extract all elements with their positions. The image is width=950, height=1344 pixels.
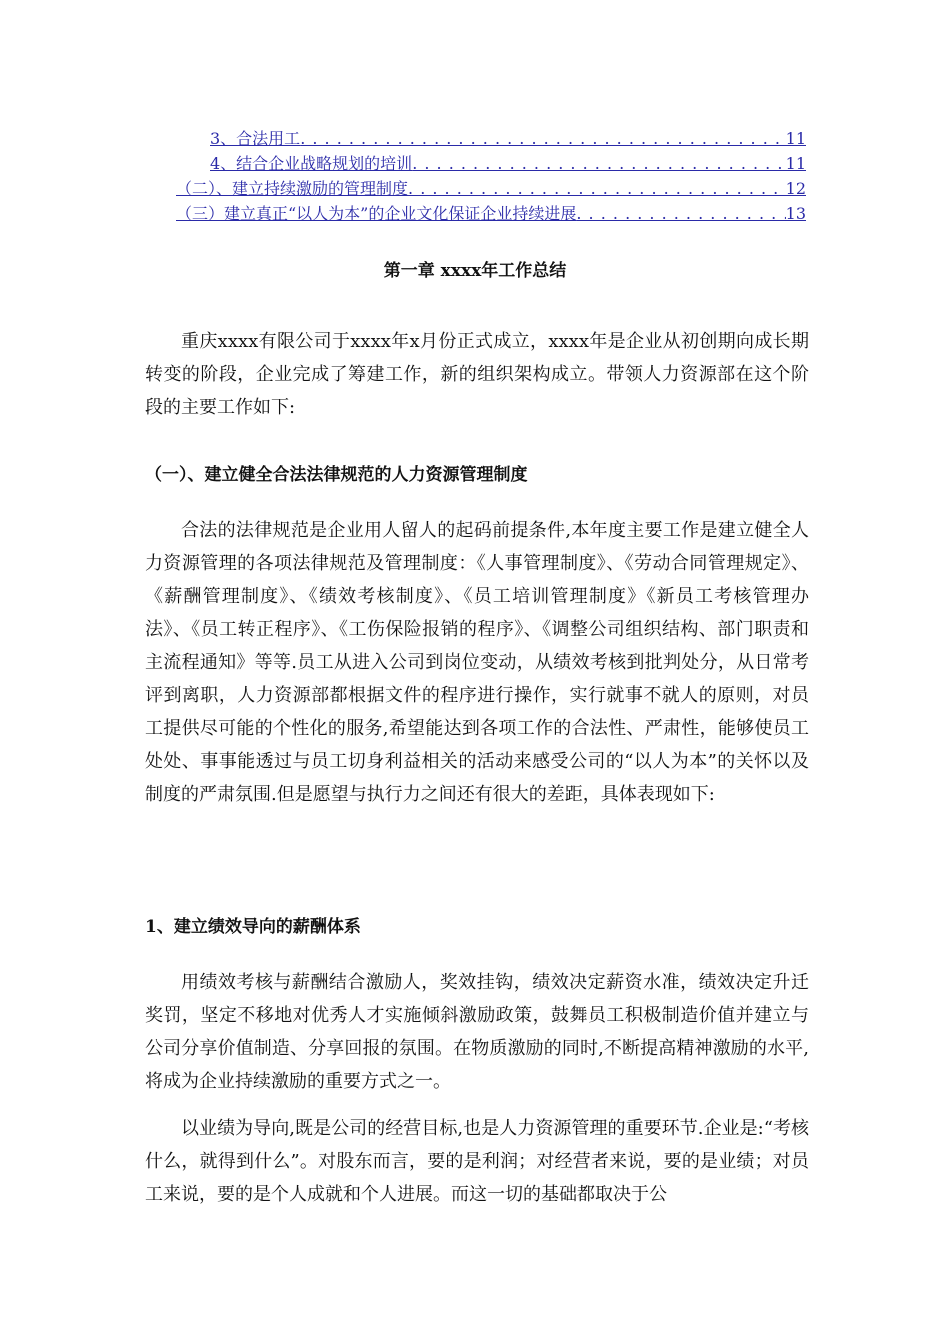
toc-entry-corporate-culture[interactable] [176,201,806,226]
subsection-body-paragraph-2: 以业绩为导向,既是公司的经营目标,也是人力资源管理的重要环节.企业是:“考核什么，就得到什么”。对股东而言，要的是利润；对经营者来说，要的是业绩；对员工来说，要的是个人成就和个人进展。而这一切的基础都取决于公 [145,1118,809,1205]
subsection-heading: 1、建立绩效导向的薪酬体系 [145,917,361,937]
toc-entry-title: 4、结合企业战略规划的培训 [210,154,413,173]
toc-entry-title: （二）、建立持续激励的管理制度 [176,179,409,198]
table-of-contents [176,126,806,226]
subsection-body-paragraph-1: 用绩效考核与薪酬结合激励人，奖效挂钩，绩效决定薪资水准，绩效决定升迁奖罚，坚定不移地对优秀人才实施倾斜激励政策，鼓舞员工积极制造价值并建立与公司分享价值制造、分享回报的氛围。在物质激励的同时,不断提高精神激励的水平,将成为企业持续激励的重要方式之一。 [145,972,809,1092]
chapter-title: 第一章 xxxx年工作总结 [383,261,567,281]
toc-entry-title: （三）建立真正“以人为本”的企业文化保证企业持续进展 [176,204,577,223]
section-heading: （一）、建立健全合法法律规范的人力资源管理制度 [145,465,528,485]
toc-entry-legal-employment[interactable] [176,126,806,151]
toc-entry-page: 11 [785,154,806,173]
section-body-paragraph: 合法的法律规范是企业用人留人的起码前提条件,本年度主要工作是建立健全人力资源管理的各项法律规范及管理制度：《人事管理制度》、《劳动合同管理规定》、《薪酬管理制度》、《绩效考核制度》、《员工培训管理制度》《新员工考核管理办法》、《员工转正程序》、《工伤保险报销的程序》、《调整公司组织结构、部门职责和主流程通知》等等.员工从进入公司到岗位变动，从绩效考核到批判处分，从日常考评到离职，人力资源部都根据文件的程序进行操作，实行就事不就人的原则，对员工提供尽可能的个性化的服务,希望能达到各项工作的合法性、严肃性，能够使员工处处、事事能透过与员工切身利益相关的活动来感受公司的“以人为本”的关怀以及制度的严肃氛围.但是愿望与执行力之间还有很大的差距，具体表现如下: [145,520,809,805]
toc-leader-dots [412,154,785,173]
toc-leader-dots [300,129,785,148]
toc-leader-dots [408,179,786,198]
toc-leader-dots [576,204,785,223]
toc-entry-page: 12 [785,179,806,198]
toc-entry-strategic-training[interactable] [176,151,806,176]
intro-paragraph: 重庆xxxx有限公司于xxxx年x月份正式成立，xxxx年是企业从初创期向成长期转变的阶段，企业完成了筹建工作，新的组织架构成立。带领人力资源部在这个阶段的主要工作如下: [145,331,809,418]
toc-entry-incentive-system[interactable] [176,176,806,201]
toc-entry-title: 3、合法用工 [210,129,301,148]
toc-entry-page: 13 [785,204,806,223]
toc-entry-page: 11 [785,129,806,148]
